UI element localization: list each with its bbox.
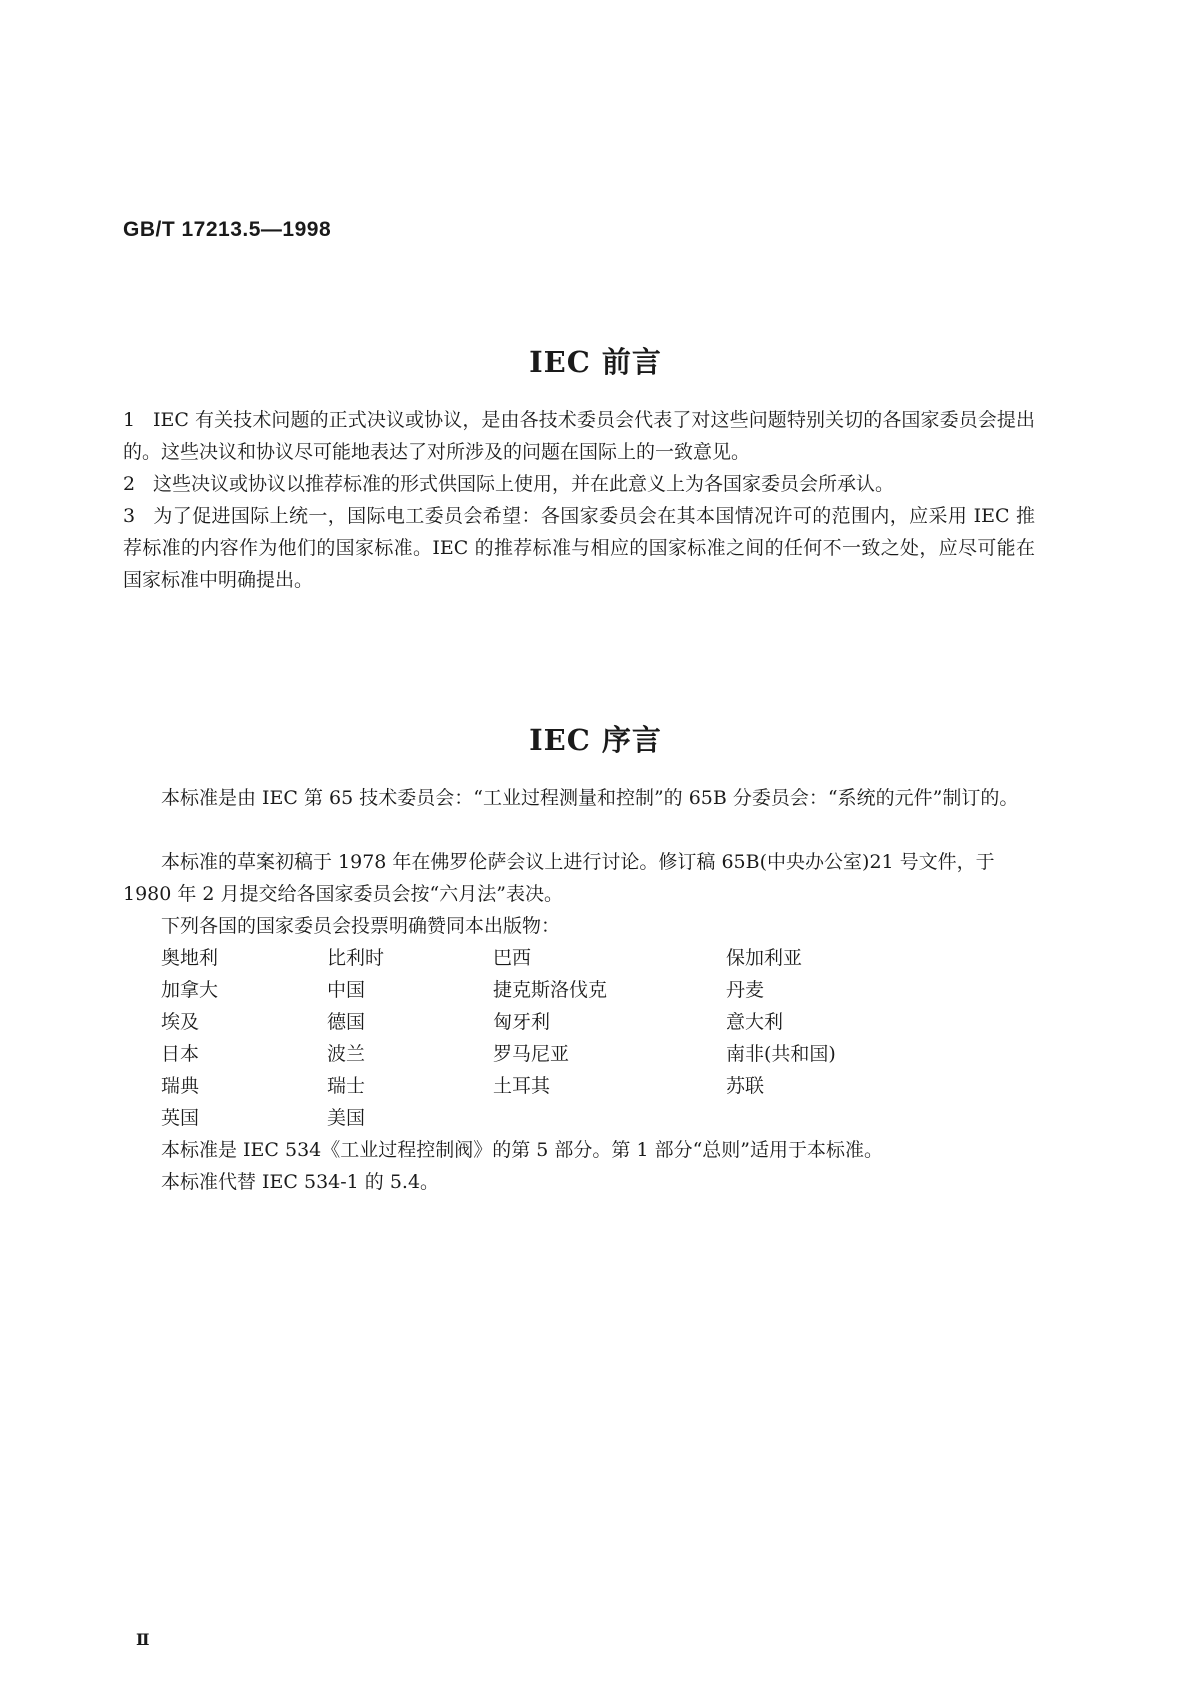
foreword-item	[123, 404, 1035, 468]
preface-paragraph: 本标准是 IEC 534《工业过程控制阀》的第 5 部分。第 1 部分“总则”适用于本标准。	[161, 1139, 884, 1161]
country-row	[161, 1006, 926, 1038]
country-name: 中国	[327, 979, 366, 1001]
country-name: 瑞士	[327, 1075, 366, 1097]
country-name: 巴西	[493, 947, 532, 969]
country-name: 土耳其	[493, 1075, 551, 1097]
country-name: 意大利	[726, 1011, 784, 1033]
preface-paragraph: 本标准代替 IEC 534-1 的 5.4。	[161, 1171, 440, 1193]
country-row	[161, 974, 926, 1006]
country-name: 瑞典	[161, 1075, 200, 1097]
foreword-title: IEC 前言	[529, 345, 662, 379]
country-name: 美国	[327, 1107, 366, 1129]
country-row	[161, 1038, 926, 1070]
foreword-item-text: IEC 有关技术问题的正式决议或协议，是由各技术委员会代表了对这些问题特别关切的各国家委员会提出的。这些决议和协议尽可能地表达了对所涉及的问题在国际上的一致意见。	[123, 409, 1035, 463]
preface-paragraph: 本标准是由 IEC 第 65 技术委员会：“工业过程测量和控制”的 65B 分委员会：“系统的元件”制订的。	[161, 787, 1019, 809]
country-name: 比利时	[327, 947, 385, 969]
foreword-item-number: 1	[123, 409, 136, 431]
country-name: 罗马尼亚	[493, 1043, 570, 1065]
vote-intro: 下列各国的国家委员会投票明确赞同本出版物：	[161, 915, 561, 937]
foreword-item-number: 2	[123, 473, 136, 495]
country-row	[161, 1070, 926, 1102]
country-name: 德国	[327, 1011, 366, 1033]
foreword-item	[123, 500, 1035, 596]
country-name: 奥地利	[161, 947, 219, 969]
country-name: 南非(共和国)	[726, 1043, 836, 1065]
foreword-item-number: 3	[123, 505, 136, 527]
foreword-item-text: 为了促进国际上统一，国际电工委员会希望：各国家委员会在其本国情况许可的范围内，应采用 IEC 推荐标准的内容作为他们的国家标准。IEC 的推荐标准与相应的国家标准之间的任何不一致之处，应尽可能在国家标准中明确提出。	[123, 505, 1035, 591]
country-name: 波兰	[327, 1043, 366, 1065]
country-name: 埃及	[161, 1011, 200, 1033]
country-name: 苏联	[726, 1075, 765, 1097]
preface-paragraph: 本标准的草案初稿于 1978 年在佛罗伦萨会议上进行讨论。修订稿 65B(中央办公室)21 号文件，于 1980 年 2 月提交给各国家委员会按“六月法”表决。	[123, 851, 995, 905]
foreword-item-text: 这些决议或协议以推荐标准的形式供国际上使用，并在此意义上为各国家委员会所承认。	[153, 473, 895, 495]
country-name: 加拿大	[161, 979, 219, 1001]
country-list	[161, 942, 926, 1134]
foreword-item	[123, 468, 1035, 500]
country-name: 保加利亚	[726, 947, 803, 969]
preface-title: IEC 序言	[529, 723, 662, 757]
country-row	[161, 1102, 926, 1134]
country-name: 日本	[161, 1043, 200, 1065]
country-name: 匈牙利	[493, 1011, 551, 1033]
page-number: Ⅱ	[136, 1630, 150, 1649]
standard-code: GB/T 17213.5—1998	[123, 218, 332, 241]
country-name: 捷克斯洛伐克	[493, 979, 608, 1001]
country-name: 丹麦	[726, 979, 765, 1001]
country-row	[161, 942, 926, 974]
country-name: 英国	[161, 1107, 200, 1129]
